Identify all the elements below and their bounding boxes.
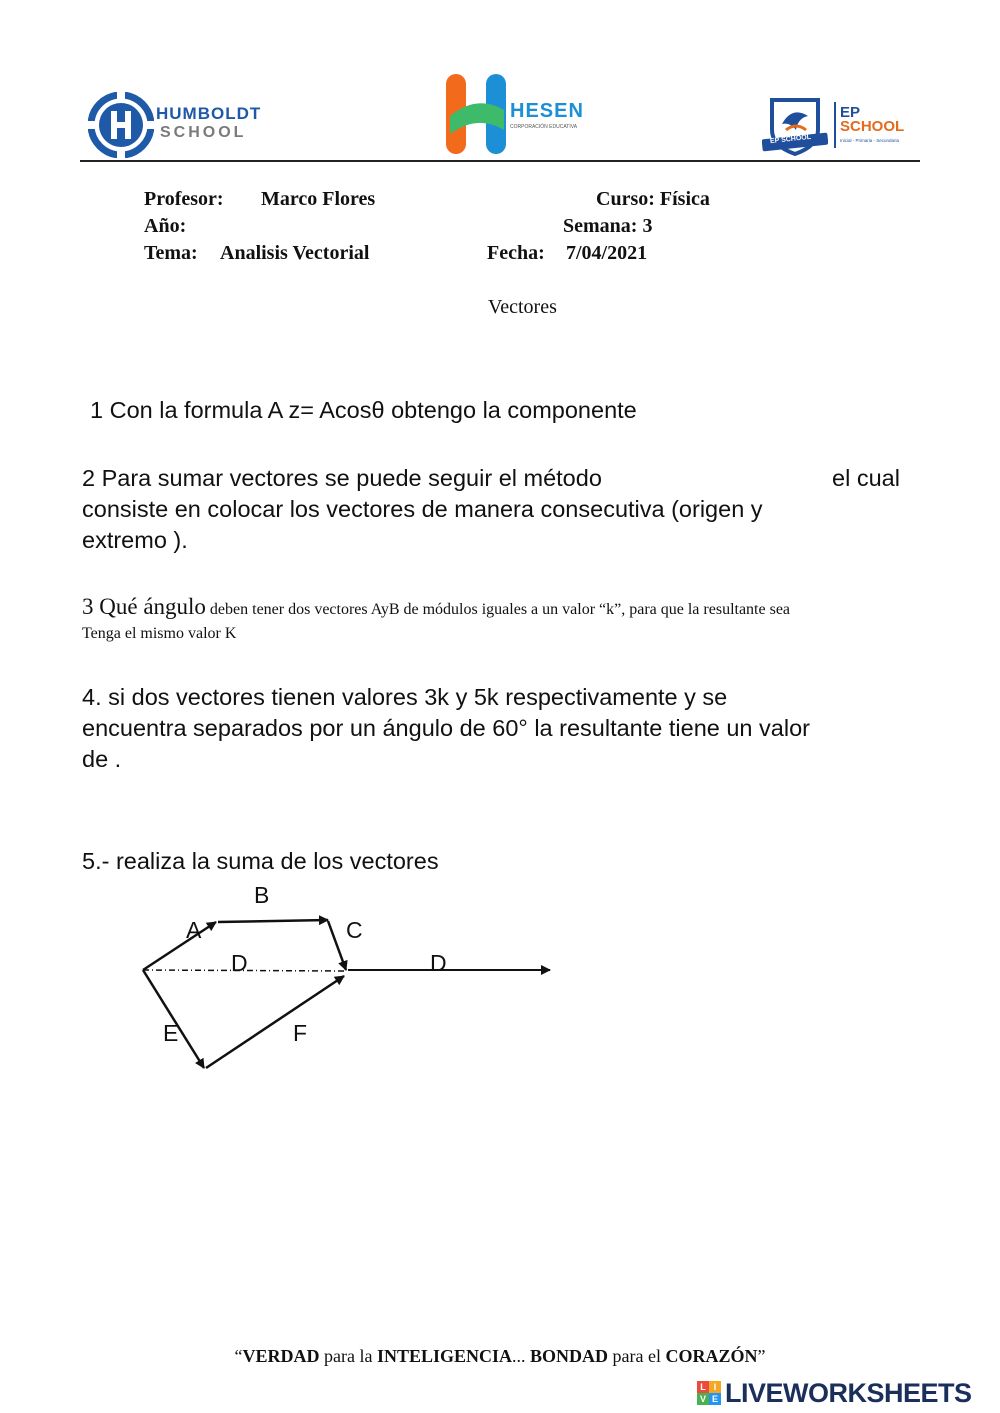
ep-tagline: Inicial - Primaria - Secundaria [840,138,900,143]
humboldt-name: HUMBOLDT [156,104,262,123]
motto-text-1: para la [319,1346,377,1366]
question-4-line2: encuentra separados por un ángulo de 60° la resultante tiene un valor [82,715,810,741]
motto-word-inteligencia: INTELIGENCIA [376,1346,513,1366]
profesor-label: Profesor: [144,188,224,210]
ep-shield-icon [762,96,828,156]
vector-b [218,920,328,922]
ep-school: SCHOOL [840,118,905,135]
question-3-lead: 3 Qué ángulo [82,594,206,619]
humboldt-emblem-icon [88,92,154,158]
label-b: B [254,882,270,908]
label-c: C [346,917,363,943]
question-2-line2: consiste en colocar los vectores de manera consecutiva (origen y [82,496,763,522]
motto-text-3: para el [608,1346,666,1366]
question-3-line2: Tenga el mismo valor K [82,625,237,642]
curso: Curso: Física [596,188,710,210]
question-1: 1 Con la formula A z= Acosθ obtengo la componente [90,397,637,423]
fecha-value: 7/04/2021 [566,242,648,264]
label-a: A [186,917,202,943]
tema-value: Analisis Vectorial [220,242,370,264]
semana: Semana: 3 [563,215,653,237]
motto-text-2: ... [512,1346,531,1366]
motto-word-verdad: VERDAD [242,1346,320,1366]
liveworksheets-watermark [697,1378,995,1410]
liveworksheets-text: LIVEWORKSHEETS [725,1378,972,1408]
question-3-rest: deben tener dos vectores AyB de módulos iguales a un valor “k”, para que la resultante sea [209,601,791,618]
question-2-part2: el cual [832,465,900,491]
question-3 [82,594,942,620]
ep-badge-text: EP SCHOOL [769,133,812,146]
page-title: Vectores [488,296,557,318]
vector-f [206,976,344,1068]
ep-name: EP [840,104,861,121]
motto-quote-open: “ [234,1346,243,1366]
motto-quote-close: ” [757,1346,766,1366]
school-motto [0,1346,1000,1367]
humboldt-logo [88,92,268,158]
label-f: F [293,1020,308,1046]
question-2-part1: 2 Para sumar vectores se puede seguir el método [82,465,602,491]
label-d-inner: D [231,950,248,976]
hesen-name: HESEN [510,100,584,122]
lw-box-l: L [697,1381,709,1393]
motto-word-corazon: CORAZÓN [665,1346,758,1366]
vector-a [143,922,216,970]
ep-school-logo [762,96,922,158]
ep-divider [834,102,836,148]
label-d-outer: D [430,950,447,976]
liveworksheets-grid-icon [697,1381,721,1405]
profesor-value: Marco Flores [261,188,376,210]
question-4-line1: 4. si dos vectores tienen valores 3k y 5k respectivamente y se [82,684,728,710]
lw-box-i: I [709,1381,721,1393]
anio-label: Año: [144,215,187,237]
label-e: E [163,1020,179,1046]
lw-box-e: E [709,1393,721,1405]
header-divider [80,160,920,162]
lw-box-v: V [697,1393,709,1405]
hesen-logo [444,72,594,156]
question-2-line3: extremo ). [82,527,188,553]
hesen-tagline: CORPORACIÓN EDUCATIVA [510,124,578,130]
fecha-label: Fecha: [487,242,545,264]
vector-e [143,970,204,1068]
vector-c [328,921,346,970]
question-4-line3: de . [82,746,122,772]
hesen-h-icon [444,72,510,156]
humboldt-school: SCHOOL [160,124,247,141]
tema-label: Tema: [144,242,198,264]
motto-word-bondad: BONDAD [530,1346,609,1366]
question-5: 5.- realiza la suma de los vectores [82,848,439,874]
